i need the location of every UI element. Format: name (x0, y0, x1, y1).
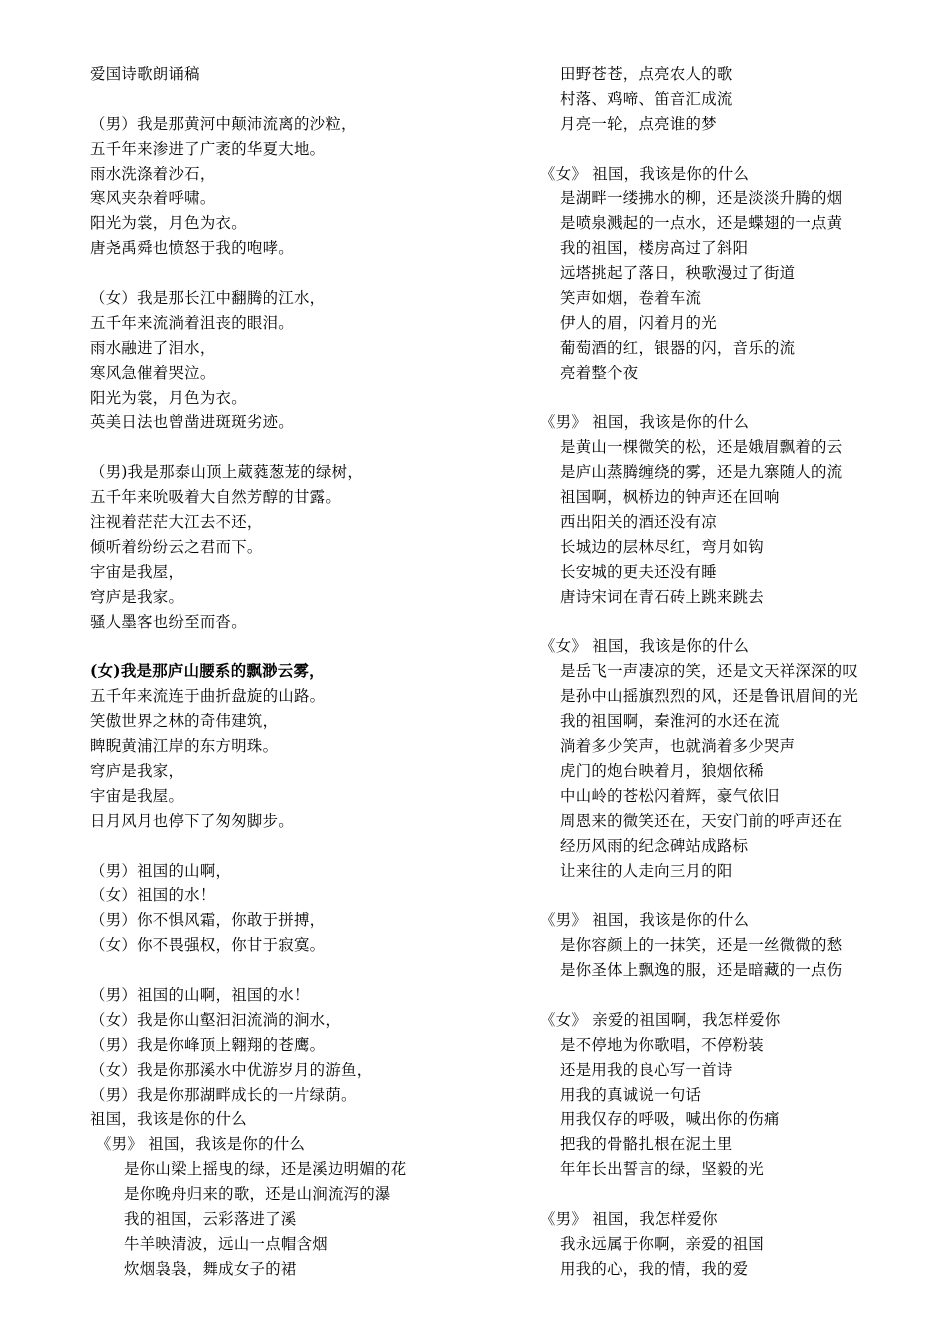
poem-line: 穹庐是我家。 (90, 587, 185, 606)
poem-line: 寒风夹杂着呼啸。 (90, 189, 216, 208)
left-column (90, 62, 530, 1282)
stanza-gap (90, 261, 530, 286)
stanza-gap (90, 834, 530, 859)
poem-line: 淌着多少笑声，也就淌着多少哭声 (560, 737, 796, 756)
stanza-gap (90, 958, 530, 983)
poem-line: 五千年来渗进了广袤的华夏大地。 (90, 139, 326, 158)
poem-line: （男）祖国的山啊，祖国的水！ (90, 985, 310, 1004)
poem-line: 牛羊映清波，远山一点帽含烟 (124, 1234, 328, 1253)
poem-line: 阳光为裳，月色为衣。 (90, 214, 247, 233)
stanza-gap (540, 1182, 940, 1207)
poem-line: （女）你不畏强权，你甘于寂寞。 (90, 936, 326, 955)
poem-line: （男）我是你峰顶上翱翔的苍鹰。 (90, 1035, 326, 1054)
poem-line: （男）祖国的山啊， (90, 861, 232, 880)
poem-line: 阳光为裳，月色为衣。 (90, 388, 247, 407)
poem-line: 把我的骨骼扎根在泥土里 (560, 1135, 733, 1154)
poem-line: （男）你不惧风霜，你敢于拼搏， (90, 911, 326, 930)
right-column (540, 62, 940, 1282)
poem-line: 《男》 祖国，我该是你的什么 (540, 911, 750, 930)
poem-line: 葡萄酒的红，银器的闪，音乐的流 (560, 338, 796, 357)
poem-line: 唐尧禹舜也愤怒于我的咆哮。 (90, 239, 294, 258)
stanza-gap (540, 137, 940, 162)
stanza-gap (90, 87, 530, 112)
stanza-gap (540, 983, 940, 1008)
poem-line: 祖国啊，枫桥边的钟声还在回响 (560, 488, 780, 507)
poem-line: 笑傲世界之林的奇伟建筑， (90, 712, 279, 731)
poem-line: 田野苍苍，点亮农人的歌 (560, 65, 733, 83)
poem-line: 《女》 亲爱的祖国啊，我怎样爱你 (540, 1010, 781, 1029)
poem-line: 倾听着纷纷云之君而下。 (90, 537, 263, 556)
poem-line: 是你山梁上摇曳的绿，还是溪边明媚的花 (124, 1160, 407, 1179)
poem-line: 用我仅存的呼吸，喊出你的伤痛 (560, 1110, 780, 1129)
poem-line: 西出阳关的酒还没有凉 (560, 513, 717, 532)
poem-line: (女)我是那庐山腰系的飘渺云雾， (90, 662, 325, 681)
stanza-gap (540, 883, 940, 908)
poem-line: 雨水融进了泪水， (90, 338, 216, 357)
stanza-gap (540, 610, 940, 635)
stanza-gap (540, 386, 940, 411)
poem-line: 是孙中山摇旗烈烈的风，还是鲁讯眉间的光 (560, 687, 859, 706)
poem-line: 雨水洗涤着沙石， (90, 164, 216, 183)
poem-line: 唐诗宋词在青石砖上跳来跳去 (560, 587, 764, 606)
poem-line: 周恩来的微笑还在，天安门前的呼声还在 (560, 811, 843, 830)
poem-line: 我永远属于你啊，亲爱的祖国 (560, 1234, 764, 1253)
poem-line: 日月风月也停下了匆匆脚步。 (90, 811, 294, 830)
poem-line: 年年长出誓言的绿，坚毅的光 (560, 1160, 764, 1179)
poem-line: 是你晚舟归来的歌，还是山涧流泻的瀑 (124, 1185, 391, 1204)
poem-line: 长安城的更夫还没有睡 (560, 562, 717, 581)
poem-line: 是喷泉溅起的一点水，还是蝶翅的一点黄 (560, 214, 843, 233)
stanza-gap (90, 435, 530, 460)
poem-line: 睥睨黄浦江岸的东方明珠。 (90, 737, 279, 756)
poem-line: 长城边的层林尽红，弯月如钩 (560, 537, 764, 556)
poem-line: 祖国，我该是你的什么 (90, 1110, 247, 1129)
document-title: 爱国诗歌朗诵稿 (90, 65, 200, 83)
poem-line: 五千年来吮吸着大自然芳醇的甘露。 (90, 488, 342, 507)
poem-line: 亮着整个夜 (560, 363, 639, 382)
poem-line: 《女》 祖国，我该是你的什么 (540, 164, 750, 183)
stanza-gap (90, 634, 530, 659)
poem-line: 是你圣体上飘逸的服，还是暗藏的一点伤 (560, 961, 843, 980)
poem-line: 让来往的人走向三月的阳 (560, 861, 733, 880)
poem-line: 宇宙是我屋。 (90, 786, 185, 805)
poem-line: 用我的真诚说一句话 (560, 1085, 702, 1104)
poem-line: 是庐山蒸腾缠绕的雾，还是九寨随人的流 (560, 463, 843, 482)
poem-line: 是不停地为你歌唱，不停粉装 (560, 1035, 764, 1054)
poem-line: 《女》 祖国，我该是你的什么 (540, 637, 750, 656)
poem-line: 《男》 祖国，我该是你的什么 (540, 413, 750, 432)
poem-line: 村落、鸡啼、笛音汇成流 (560, 89, 733, 108)
poem-line: 我的祖国，楼房高过了斜阳 (560, 239, 749, 258)
poem-line: （女）我是你山壑汩汩流淌的涧水， (90, 1010, 342, 1029)
poem-line: （女）我是你那溪水中优游岁月的游鱼， (90, 1060, 373, 1079)
poem-line: 月亮一轮，点亮谁的梦 (560, 114, 717, 133)
poem-line: 远塔挑起了落日，秧歌漫过了街道 (560, 264, 796, 283)
poem-line: 《男》 祖国，我怎样爱你 (540, 1209, 718, 1228)
poem-line: 是湖畔一缕拂水的柳，还是淡淡升腾的烟 (560, 189, 843, 208)
poem-line: （女）祖国的水！ (90, 886, 216, 905)
poem-line: 宇宙是我屋， (90, 562, 185, 581)
poem-line: 是岳飞一声凄凉的笑，还是文天祥深深的叹 (560, 662, 859, 681)
poem-line: 五千年来流连于曲折盘旋的山路。 (90, 687, 326, 706)
poem-line: （男）我是那黄河中颠沛流离的沙粒， (90, 114, 357, 133)
poem-line: 骚人墨客也纷至而沓。 (90, 612, 247, 631)
poem-line: 中山岭的苍松闪着辉，豪气依旧 (560, 786, 780, 805)
poem-line: （女）我是那长江中翻腾的江水， (90, 289, 326, 308)
poem-line: 《男》 祖国，我该是你的什么 (96, 1135, 306, 1154)
poem-line: （男）我是你那湖畔成长的一片绿荫。 (90, 1085, 357, 1104)
poem-line: 炊烟袅袅，舞成女子的裙 (124, 1259, 297, 1278)
poem-line: 我的祖国啊，秦淮河的水还在流 (560, 712, 780, 731)
poem-line: 笑声如烟，卷着车流 (560, 289, 702, 308)
poem-line: 伊人的眉，闪着月的光 (560, 313, 717, 332)
poem-line: 虎门的炮台映着月，狼烟依稀 (560, 761, 764, 780)
poem-line: 英美日法也曾凿进斑斑劣迹。 (90, 413, 294, 432)
poem-line: 我的祖国，云彩落进了溪 (124, 1209, 297, 1228)
poem-line: 是黄山一棵微笑的松，还是娥眉飘着的云 (560, 438, 843, 457)
poem-line: 五千年来流淌着沮丧的眼泪。 (90, 313, 294, 332)
poem-line: 是你容颜上的一抹笑，还是一丝微微的愁 (560, 936, 843, 955)
poem-line: 注视着茫茫大江去不还， (90, 513, 263, 532)
poem-line: （男)我是那泰山顶上葳蕤葱茏的绿树， (90, 463, 364, 482)
poem-line: 经历风雨的纪念碑站成路标 (560, 836, 749, 855)
poem-line: 用我的心，我的情，我的爱 (560, 1259, 749, 1278)
poem-line: 还是用我的良心写一首诗 (560, 1060, 733, 1079)
poem-line: 穹庐是我家， (90, 761, 185, 780)
poem-line: 寒风急催着哭泣。 (90, 363, 216, 382)
